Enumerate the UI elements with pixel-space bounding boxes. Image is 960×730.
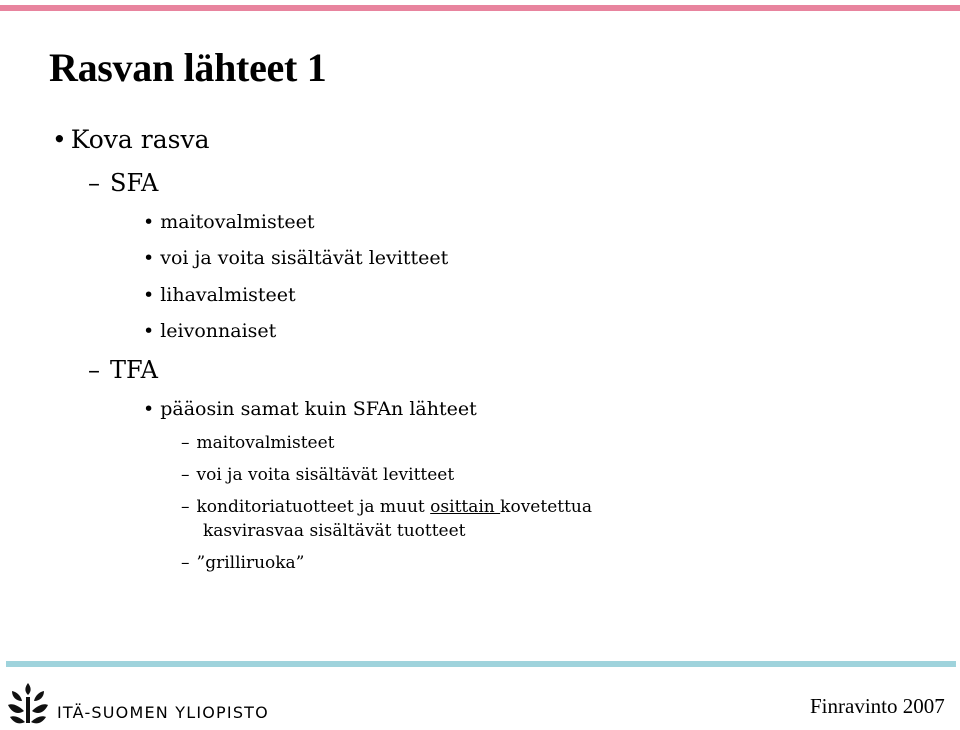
dash-icon: – [181,553,190,573]
dash-icon: – [88,356,100,384]
item-text-part2: kovetettua [500,497,592,517]
bullet-icon: • [143,320,155,342]
item-text: pääosin samat kuin SFAn lähteet [160,398,477,420]
footer-source: Finravinto 2007 [810,694,945,718]
sfa-item-4 [143,322,276,341]
item-text-part1: konditoriatuotteet ja muut [196,497,431,517]
sfa-item-1 [143,213,314,232]
sfa-item-3 [143,286,296,305]
dash-text: SFA [110,169,159,197]
bullet-icon: • [143,211,155,233]
item-text-underlined: osittain [430,497,501,517]
dash-text: TFA [110,356,158,384]
tfa-sub-item-2 [181,467,454,484]
item-text: voi ja voita sisältävät levitteet [196,465,455,485]
bullet-icon: • [143,284,155,306]
university-logo-icon [6,681,50,725]
tfa-sub-item-3-continued [203,523,466,540]
item-text: voi ja voita sisältävät levitteet [160,247,449,269]
tfa-sub-item-4 [181,555,304,572]
dash-icon: – [181,433,190,453]
dash-icon: – [88,169,100,197]
bottom-accent-bar [6,661,956,667]
bullet-icon: • [143,398,155,420]
dash-icon: – [181,497,190,517]
slide-title: Rasvan lähteet 1 [49,45,327,90]
university-name: ITÄ-SUOMEN YLIOPISTO [57,703,269,722]
dash-tfa [88,358,158,382]
item-text: maitovalmisteet [196,433,335,453]
item-text: leivonnaiset [160,320,277,342]
sfa-item-2 [143,249,448,268]
item-text: lihavalmisteet [160,284,296,306]
bullet-icon: • [52,125,67,154]
tfa-sub-item-1 [181,435,335,452]
item-text: ”grilliruoka” [196,553,305,573]
dash-icon: – [181,465,190,485]
top-accent-bar [0,5,960,11]
tfa-item [143,400,477,419]
item-text: kasvirasvaa sisältävät tuotteet [203,521,466,541]
item-text: maitovalmisteet [160,211,315,233]
bullet-kova-rasva [52,127,210,152]
dash-sfa [88,171,158,195]
bullet-icon: • [143,247,155,269]
tfa-sub-item-3 [181,499,592,516]
bullet-text: Kova rasva [70,125,210,154]
